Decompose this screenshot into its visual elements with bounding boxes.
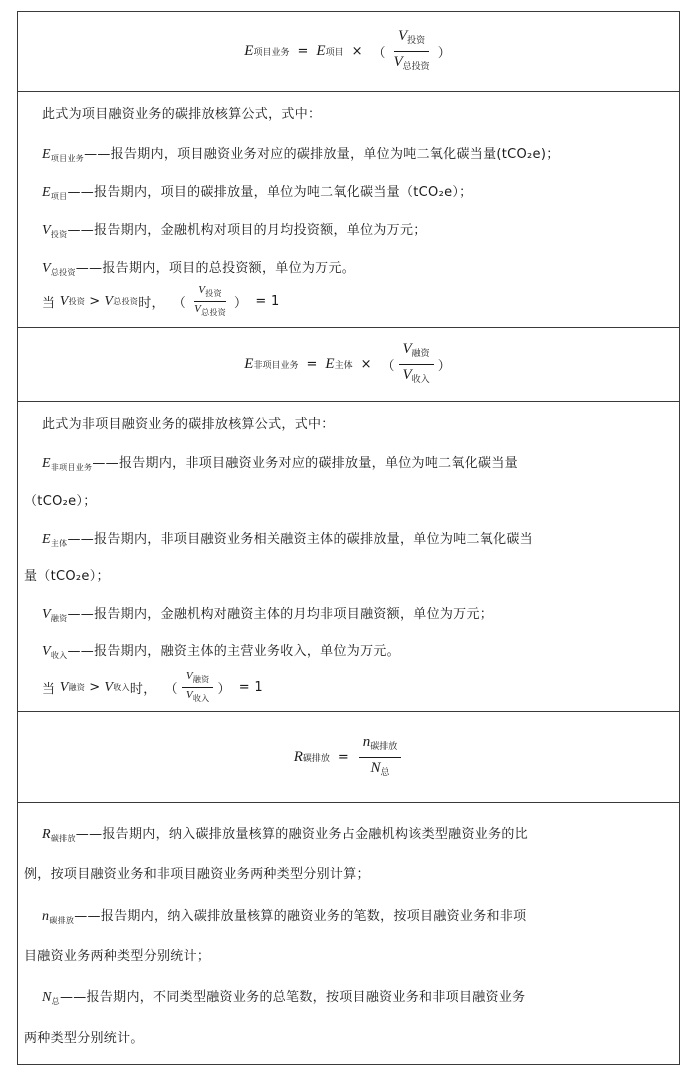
definition-line: $R_{碳排放}——$报告期内，纳入碳排放量核算的融资业务占金融机构该类型融资业务的比 — [42, 827, 528, 843]
condition-line: 当 V 投资 > V 总投资 时， （ $\frac{V_{投资}}{V_{总投资}}$ ） = 1 — [42, 284, 280, 317]
formula-lhs-subscript: 项目业务 — [253, 48, 290, 58]
formula-lhs-subscript: 碳排放 — [302, 753, 330, 764]
definition-line: $V_{投资}——$报告期内，金融机构对项目的月均投资额，单位为万元； — [42, 223, 427, 239]
definition-continuation: 两种类型分别统计。 — [24, 1031, 144, 1046]
symbol-e: E — [244, 43, 254, 59]
fraction-denominator-subscript: 总投资 — [402, 62, 430, 72]
equals-sign: = — [297, 44, 309, 59]
fraction-numerator-subscript: 投资 — [407, 36, 426, 46]
definition-continuation: 例，按项目融资业务和非项目融资业务两种类型分别计算； — [24, 867, 370, 882]
definition-line: $E_{项目}——$报告期内，项目的碳排放量，单位为吨二氧化碳当量（tCO₂e）； — [42, 185, 473, 201]
definition-line: $V_{总投资}——$报告期内，项目的总投资额，单位为万元。 — [42, 261, 356, 277]
definitions-block-project — [18, 92, 679, 328]
definition-line: $E_{项目业务}——$报告期内，项目融资业务对应的碳排放量，单位为吨二氧化碳当量(tCO₂e)； — [42, 147, 560, 163]
formula-row-ratio: R 碳排放 = $\frac{n_{碳排放}}{N_总}$ — [18, 712, 679, 803]
fraction: $\frac{V_{融资}}{V_{收入}}$ — [399, 340, 434, 389]
intro-text: 此式为非项目融资业务的碳排放核算公式，式中： — [42, 417, 335, 432]
definition-line: $V_{融资}——$报告期内，金融机构对融资主体的月均非项目融资额，单位为万元； — [42, 607, 494, 623]
definition-line: $E_{主体}——$报告期内，非项目融资业务相关融资主体的碳排放量，单位为吨二氧化碳当 — [42, 532, 533, 548]
definition-line: $n_{碳排放}——$报告期内，纳入碳排放量核算的融资业务的笔数，按项目融资业务和非项 — [42, 909, 527, 925]
symbol-e: E — [316, 43, 326, 59]
definition-continuation: 目融资业务两种类型分别统计； — [24, 949, 211, 964]
definition-line: $N_总——$报告期内，不同类型融资业务的总笔数，按项目融资业务和非项目融资业务 — [42, 990, 526, 1006]
formula-table — [17, 11, 680, 1065]
formula-row-nonproject: E 非项目业务 = E 主体 × （ $\frac{V_{融资}}{V_{收入}}$ ） — [18, 328, 679, 402]
formula-rhs-subscript: 项目 — [325, 48, 344, 58]
fraction: $\frac{V_{投资}}{V_{总投资}}$ — [393, 28, 430, 72]
formula-row-project: E 项目业务 = E 项目 × （ $\frac{V_{投资}}{V_{总投资}}$ ） — [18, 12, 679, 92]
definitions-block-nonproject — [18, 402, 679, 712]
definition-line: $E_{非项目业务}——$报告期内，非项目融资业务对应的碳排放量，单位为吨二氧化碳当量 — [42, 456, 518, 472]
intro-text: 此式为项目融资业务的碳排放核算公式，式中： — [42, 107, 322, 122]
formula-lhs-subscript: 非项目业务 — [253, 361, 299, 371]
definitions-block-ratio — [18, 803, 679, 1066]
condition-line: 当 V 融资 > V 收入 时， （ $\frac{V_{融资}}{V_{收入}}$ ） = 1 — [42, 670, 263, 703]
definition-continuation: 量（tCO₂e）； — [24, 569, 110, 584]
definition-line: $V_{收入}——$报告期内，融资主体的主营业务收入，单位为万元。 — [42, 644, 400, 660]
definition-continuation: （tCO₂e）； — [24, 494, 97, 509]
formula-rhs-subscript: 主体 — [334, 361, 353, 371]
fraction: $\frac{n_{碳排放}}{N_总}$ — [359, 733, 402, 782]
times-sign: × — [351, 44, 363, 59]
